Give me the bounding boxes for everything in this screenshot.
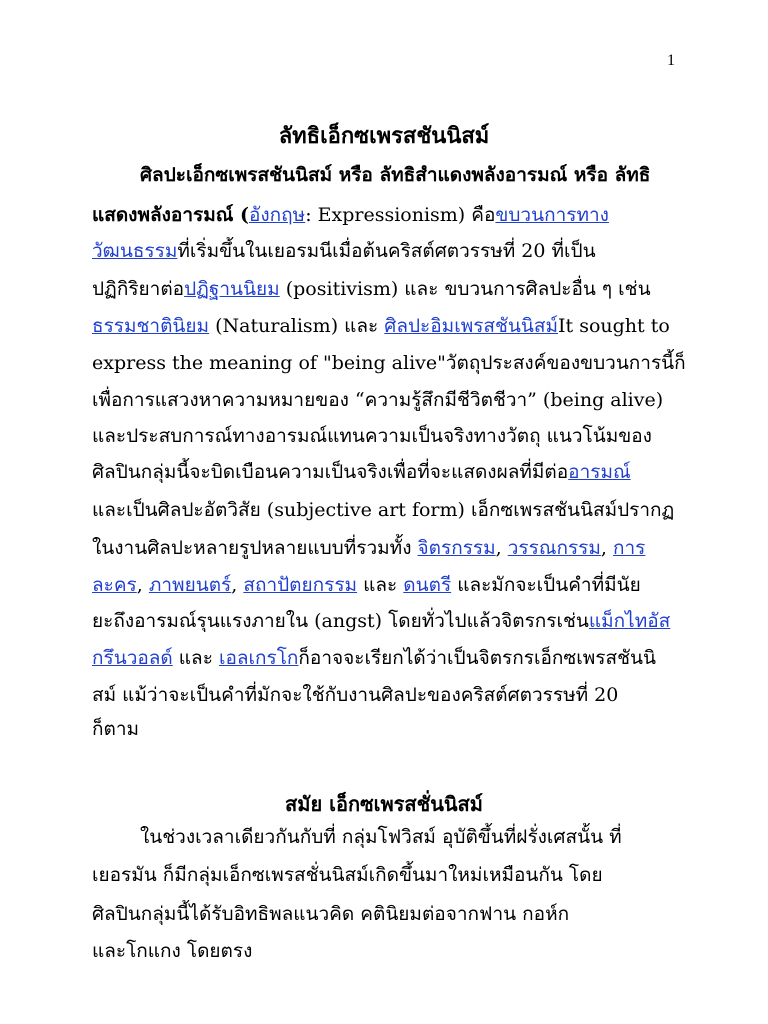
text-span: , bbox=[136, 574, 149, 596]
link-culture[interactable]: วัฒนธรรม bbox=[92, 240, 178, 262]
text-line bbox=[92, 238, 692, 264]
text-span: , bbox=[231, 574, 244, 596]
text-line-content: ศิลปินกลุ่มนี้ได้รับอิทธิพลแนวคิด คตินิยมต่อจากฟาน กอห์ก bbox=[92, 903, 570, 925]
text-line-content: และโกแกง โดยตรง bbox=[92, 940, 253, 962]
text-line bbox=[140, 824, 740, 850]
page-title: ลัทธิเอ็กซเพรสชันนิสม์ bbox=[278, 123, 490, 149]
link-grunewald[interactable]: กรึนวอลด์ bbox=[92, 647, 173, 669]
text-span: ก็อาจจะเรียกได้ว่าเป็นจิตรกรเอ็กซเพรสชันนิ bbox=[298, 647, 656, 669]
text-line bbox=[92, 682, 692, 708]
link-cultural-movement[interactable]: ขบวนการทาง bbox=[495, 204, 609, 226]
text-span: และ bbox=[172, 647, 219, 669]
page-number: 1 bbox=[667, 52, 675, 69]
link-el-greco[interactable]: เอลเกรโก bbox=[218, 647, 299, 669]
text-line-content: และประสบการณ์ทางอารมณ์แทนความเป็นจริงทางวัตถุ แนวโน้มของ bbox=[92, 425, 652, 447]
text-line bbox=[92, 862, 692, 888]
text-span: และมักจะเป็นคำที่มีนัย bbox=[451, 574, 641, 596]
link-matthias[interactable]: แม็กไทอัส bbox=[588, 610, 671, 632]
link-emotion[interactable]: อารมณ์ bbox=[568, 461, 631, 483]
link-film[interactable]: ภาพยนตร์ bbox=[148, 574, 232, 596]
text-line-content: express the meaning of "being alive"วัตถุประสงค์ของขบวนการนี้ก็ bbox=[92, 352, 686, 374]
text-span: (Naturalism) และ bbox=[209, 315, 385, 337]
link-english[interactable]: อังกฤษ bbox=[248, 204, 306, 226]
text-line bbox=[92, 572, 692, 598]
link-theatre-cont[interactable]: ละคร bbox=[92, 574, 137, 596]
text-span: ศิลปินกลุ่มนี้จะบิดเบือนความเป็นจริงเพื่อที่จะแสดงผลที่มีต่อ bbox=[92, 461, 569, 483]
text-line-content: ในช่วงเวลาเดียวกันกับที่ กลุ่มโฟวิสม์ อุบัติขึ้นที่ฝรั่งเศสนั้น ที่ bbox=[140, 826, 622, 848]
text-line-content: เยอรมัน ก็มีกลุ่มเอ็กซเพรสชั่นนิสม์เกิดขึ้นมาใหม่เหมือนกัน โดย bbox=[92, 864, 603, 886]
text-line bbox=[92, 313, 692, 339]
text-span: ในงานศิลปะหลายรูปหลายแบบที่รวมทั้ง bbox=[92, 537, 418, 559]
link-impressionism[interactable]: ศิลปะอิมเพรสชันนิสม์ bbox=[384, 315, 559, 337]
text-line bbox=[92, 423, 692, 449]
text-span: ปฏิกิริยาต่อ bbox=[92, 278, 185, 300]
text-line bbox=[140, 162, 740, 188]
text-line bbox=[92, 276, 692, 302]
text-line bbox=[92, 938, 692, 964]
text-line-content: ศิลปะเอ็กซเพรสชันนิสม์ หรือ ลัทธิสำแดงพลังอารมณ์ หรือ ลัทธิ bbox=[140, 164, 651, 186]
text-span: , bbox=[600, 537, 613, 559]
link-architecture[interactable]: สถาปัตยกรรม bbox=[243, 574, 358, 596]
text-line bbox=[92, 608, 692, 634]
section-heading: สมัย เอ็กซเพรสชั่นนิสม์ bbox=[285, 792, 483, 816]
text-span: ที่เริ่มขึ้นในเยอรมนีเมื่อต้นคริสต์ศตวรรษที่ 20 ที่เป็น bbox=[177, 240, 596, 262]
link-painting[interactable]: จิตรกรรม bbox=[417, 537, 496, 559]
text-line bbox=[92, 350, 692, 376]
text-line bbox=[92, 535, 692, 561]
text-span: และ bbox=[357, 574, 404, 596]
text-span: It sought to bbox=[558, 315, 670, 337]
link-music[interactable]: ดนตรี bbox=[403, 574, 452, 596]
text-span: (positivism) และ ขบวนการศิลปะอื่น ๆ เช่น bbox=[279, 278, 651, 300]
text-line-content: สม์ แม้ว่าจะเป็นคำที่มักจะใช้กับงานศิลปะของคริสต์ศตวรรษที่ 20 bbox=[92, 684, 619, 706]
text-line bbox=[92, 387, 692, 413]
text-line-content: เพื่อการแสวงหาความหมายของ “ความรู้สึกมีชีวิตชีวา” (being alive) bbox=[92, 389, 664, 411]
text-line bbox=[92, 901, 692, 927]
text-span: , bbox=[495, 537, 508, 559]
text-span: : Expressionism) คือ bbox=[305, 204, 496, 226]
text-span: ยะถึงอารมณ์รุนแรงภายใน (angst) โดยทั่วไปแล้วจิตรกรเช่น bbox=[92, 610, 589, 632]
text-line bbox=[92, 459, 692, 485]
text-line-content: และเป็นศิลปะอัตวิสัย (subjective art form) เอ็กซเพรสชันนิสม์ปรากฏ bbox=[92, 499, 675, 521]
link-positivism[interactable]: ปฏิฐานนิยม bbox=[184, 278, 280, 300]
text-line-content: ก็ตาม bbox=[92, 718, 140, 740]
link-literature[interactable]: วรรณกรรม bbox=[507, 537, 601, 559]
text-line bbox=[92, 645, 692, 671]
text-span: แสดงพลังอารมณ์ ( bbox=[92, 204, 249, 226]
text-line bbox=[92, 497, 692, 523]
link-naturalism[interactable]: ธรรมชาตินิยม bbox=[92, 315, 210, 337]
text-line bbox=[92, 716, 692, 742]
text-line bbox=[92, 202, 692, 228]
link-theatre[interactable]: การ bbox=[612, 537, 646, 559]
